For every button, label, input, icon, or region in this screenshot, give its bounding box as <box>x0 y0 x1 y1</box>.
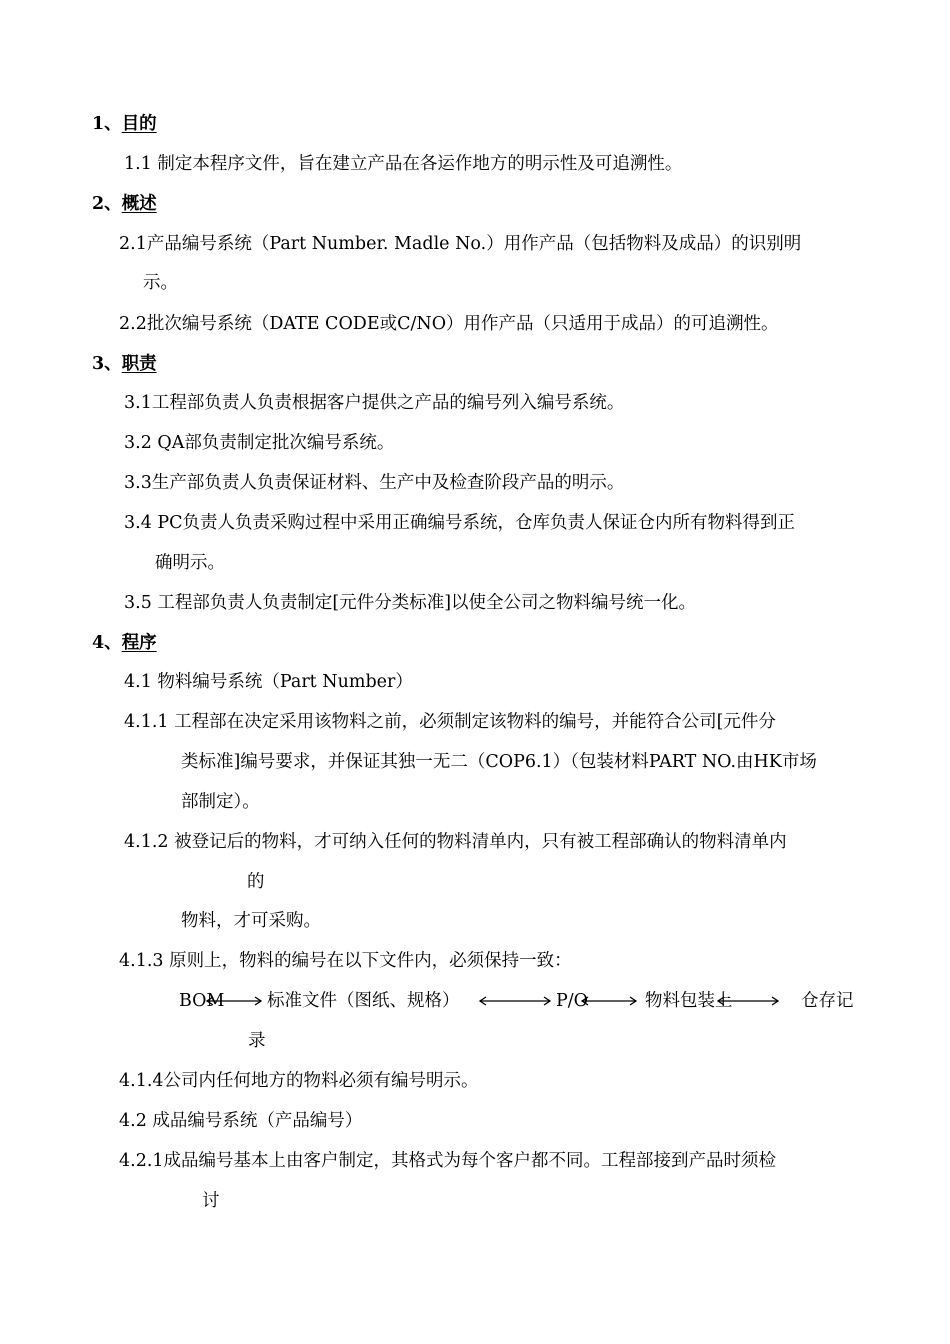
flow-standard-docs: 标准文件（图纸、规格） <box>267 991 460 1011</box>
flow-storage-record: 仓存记 <box>801 991 854 1011</box>
section-3-heading <box>92 352 157 376</box>
item-4-1-3: 4.1.3 原则上，物料的编号在以下文件内，必须保持一致： <box>119 951 572 971</box>
section-2-title: 概述 <box>121 194 157 214</box>
double-arrow-icon <box>716 996 780 1006</box>
flow-storage-record-cont: 录 <box>248 1031 266 1051</box>
section-4-number: 4、 <box>92 633 122 653</box>
section-2-heading <box>92 192 157 216</box>
item-4-1-2: 4.1.2 被登记后的物料，才可纳入任何的物料清单内，只有被工程部确认的物料清单内 <box>124 832 787 852</box>
section-3-number: 3、 <box>92 354 122 374</box>
section-1-number: 1、 <box>92 114 122 134</box>
section-4-heading <box>92 631 157 655</box>
double-arrow-icon <box>580 996 638 1006</box>
item-4-2-1-cont: 讨 <box>202 1191 220 1211</box>
item-4-1-1-cont-2: 部制定）。 <box>181 792 260 812</box>
flow-bom: BOM <box>179 991 225 1011</box>
item-3-3: 3.3生产部负责人负责保证材料、生产中及检查阶段产品的明示。 <box>124 473 625 493</box>
item-3-2: 3.2 QA部负责制定批次编号系统。 <box>124 433 395 453</box>
flow-packaging: 物料包装上 <box>645 991 733 1011</box>
item-3-4: 3.4 PC负责人负责采购过程中采用正确编号系统，仓库负责人保证仓内所有物料得到正 <box>124 513 796 533</box>
item-2-1-cont: 示。 <box>143 273 178 293</box>
section-3-title: 职责 <box>121 354 157 374</box>
flow-po: P/O <box>556 991 589 1011</box>
item-1-1: 1.1 制定本程序文件，旨在建立产品在各运作地方的明示性及可追溯性。 <box>124 154 683 174</box>
item-4-2: 4.2 成品编号系统（产品编号） <box>119 1111 363 1131</box>
section-1-heading <box>92 112 157 136</box>
item-4-1-4: 4.1.4公司内任何地方的物料必须有编号明示。 <box>119 1071 479 1091</box>
item-4-1-2-cont-2: 物料，才可采购。 <box>181 911 321 931</box>
section-2-number: 2、 <box>92 194 122 214</box>
item-2-2: 2.2批次编号系统（DATE CODE或C/NO）用作产品（只适用于成品）的可追溯性。 <box>119 314 779 334</box>
item-2-1: 2.1产品编号系统（Part Number. Madle No.）用作产品（包括物料及成品）的识别明 <box>119 234 802 254</box>
item-4-1-1: 4.1.1 工程部在决定采用该物料之前，必须制定该物料的编号，并能符合公司[元件分 <box>124 712 776 732</box>
item-3-1: 3.1工程部负责人负责根据客户提供之产品的编号列入编号系统。 <box>124 393 625 413</box>
item-4-2-1: 4.2.1成品编号基本上由客户制定，其格式为每个客户都不同。工程部接到产品时须检 <box>119 1151 777 1171</box>
double-arrow-icon <box>478 996 552 1006</box>
section-1-title: 目的 <box>121 114 157 134</box>
item-4-1: 4.1 物料编号系统（Part Number） <box>124 672 413 692</box>
section-4-title: 程序 <box>121 633 157 653</box>
item-4-1-1-cont-1: 类标准]编号要求，并保证其独一无二（COP6.1）（包装材料PART NO.由HK市场 <box>181 752 817 772</box>
double-arrow-icon <box>205 996 263 1006</box>
item-3-5: 3.5 工程部负责人负责制定[元件分类标准]以使全公司之物料编号统一化。 <box>124 593 697 613</box>
item-3-4-cont: 确明示。 <box>155 553 225 573</box>
item-4-1-2-cont-1: 的 <box>247 872 265 892</box>
